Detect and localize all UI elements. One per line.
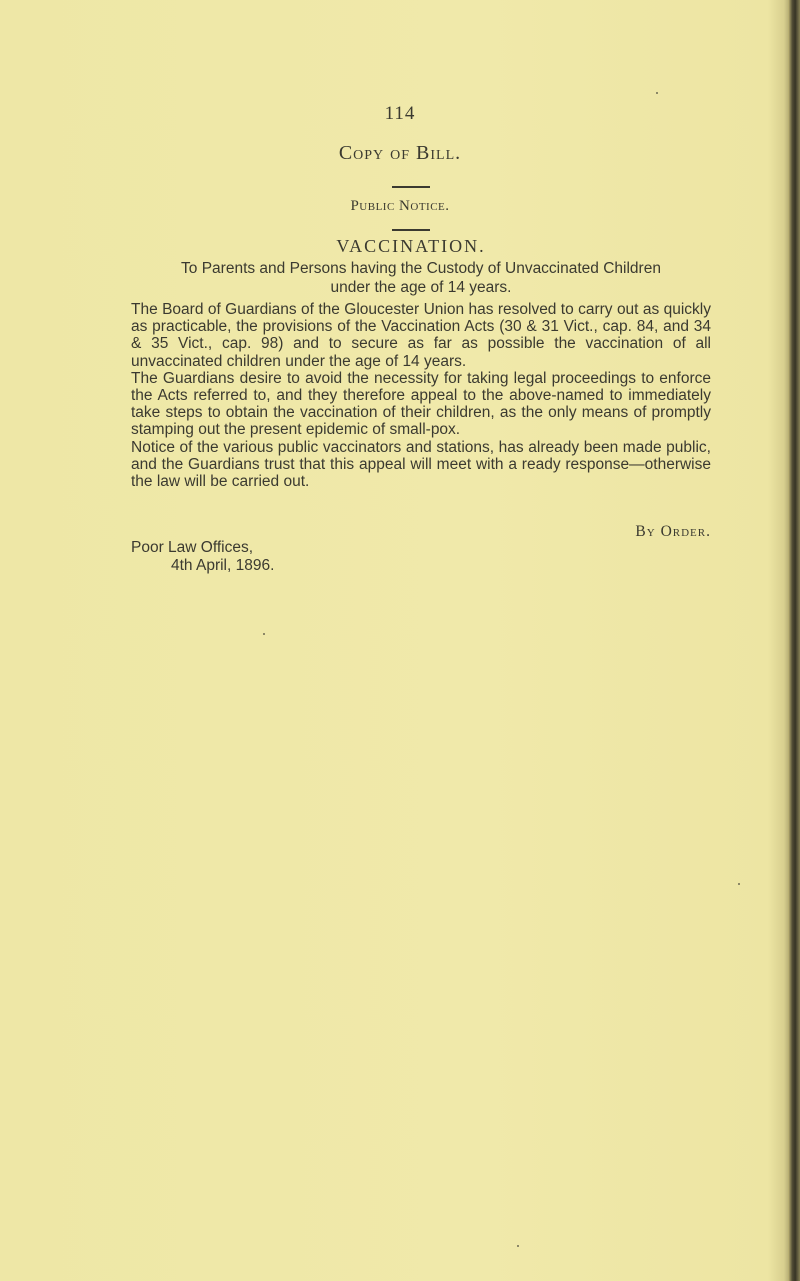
addressee-line: To Parents and Persons having the Custody of Unvaccinated Children bbox=[181, 260, 661, 277]
notice-label: Public Notice. bbox=[350, 198, 450, 214]
page-edge-shadow bbox=[788, 0, 800, 1281]
notice-body bbox=[131, 301, 711, 490]
bill-title: Copy of Bill. bbox=[338, 142, 462, 164]
paragraph: The Board of Guardians of the Gloucester Union has resolved to carry out as quickly as practicable, the provisions of the Vaccination Acts (30 & 31 Vict., cap. 84, and 34 & 35 Vict., cap. 98) and to secure as far as possible the vaccination of all unvaccinated children under the age of 14 years. bbox=[131, 301, 711, 370]
divider-rule bbox=[392, 186, 430, 188]
addressee bbox=[131, 259, 711, 297]
paragraph: Notice of the various public vaccinators and stations, has already been made public, and the Guardians trust that this appeal will meet with a ready response—otherwise the law will be carried out. bbox=[131, 438, 711, 491]
office-block bbox=[131, 539, 531, 574]
office-name: Poor Law Offices, bbox=[131, 539, 254, 556]
issue-date: 4th April, 1896. bbox=[171, 556, 275, 574]
addressee-line: under the age of 14 years. bbox=[330, 279, 512, 296]
divider-rule bbox=[392, 229, 430, 231]
paper-speck bbox=[738, 883, 740, 885]
notice-heading: VACCINATION. bbox=[336, 236, 486, 256]
signature: By Order. bbox=[635, 523, 711, 540]
paper-speck bbox=[517, 1245, 519, 1247]
paragraph: The Guardians desire to avoid the necessity for taking legal proceedings to enforce the Acts referred to, and they therefore appeal to the above-named to immediately take steps to obtain the vaccination of their children, as the only means of promptly stamping out the present epidemic of small-pox. bbox=[131, 369, 711, 439]
paper-speck bbox=[263, 633, 265, 635]
page-number: 114 bbox=[384, 103, 416, 124]
paper-speck bbox=[656, 92, 658, 94]
